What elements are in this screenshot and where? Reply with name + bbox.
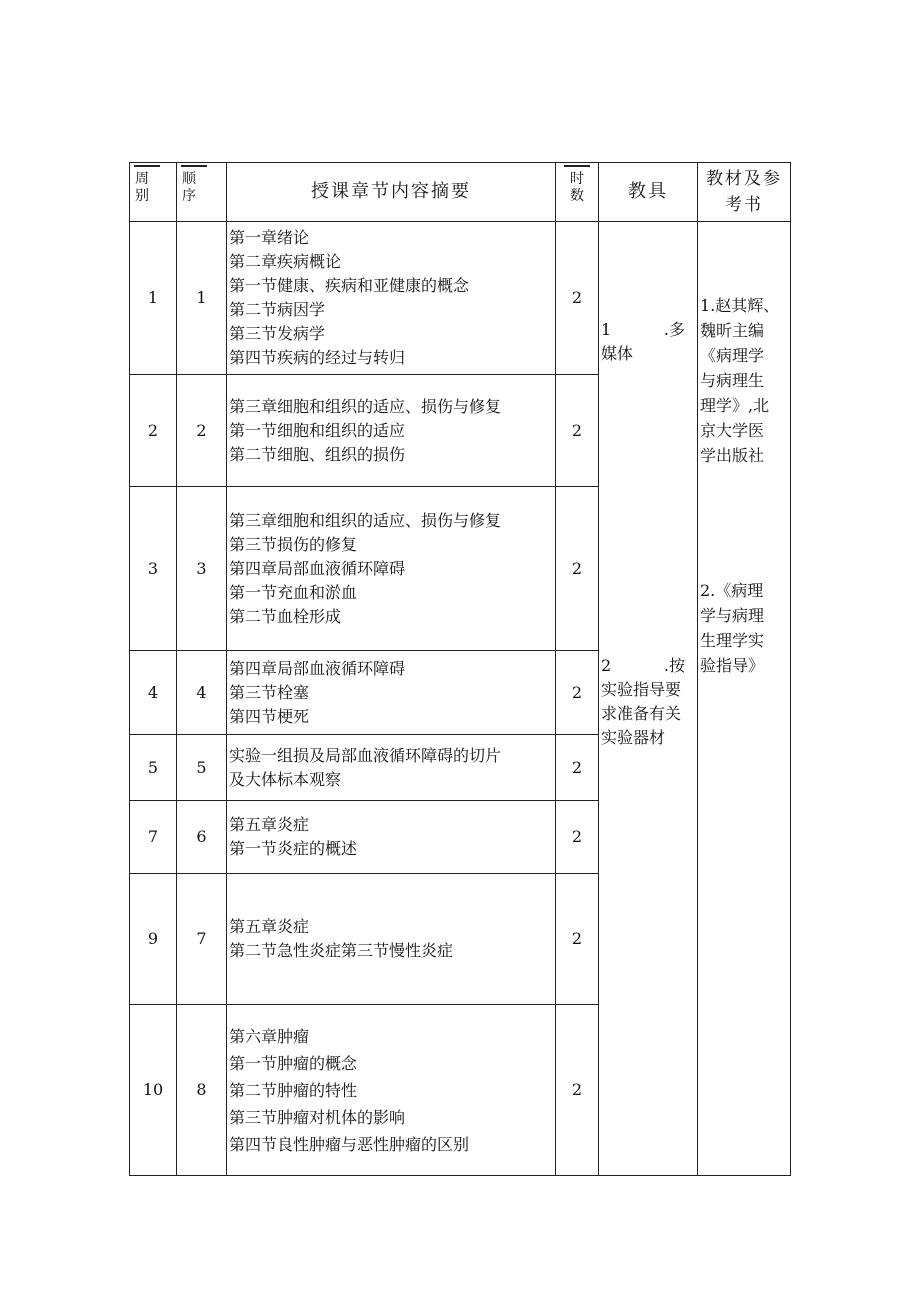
header-order-label: 顺序 (182, 171, 196, 204)
header-books (698, 163, 790, 221)
row-8-hours-value: 2 (571, 1080, 583, 1099)
row-6-week-value: 7 (147, 827, 159, 846)
books-item-1-line: 理学》,北 (700, 396, 770, 415)
row-2-order (177, 375, 226, 486)
header-order-dash (181, 165, 207, 167)
row-2-order-value: 2 (196, 420, 207, 440)
row-4-line: 第四节梗死 (229, 706, 310, 726)
row-3-week (130, 487, 176, 650)
row-7-hours (556, 874, 598, 1004)
row-3-hours-value: 2 (571, 558, 583, 578)
row-7-week-value: 9 (147, 929, 159, 948)
header-hours-dash (564, 165, 590, 167)
row-2-line: 第三章细胞和组织的适应、损伤与修复 (229, 396, 502, 416)
row-2-line: 第二节细胞、组织的损伤 (229, 444, 406, 464)
books-item-2-line: 2.《病理 (700, 581, 764, 600)
header-hours-label: 时数 (570, 171, 584, 204)
row-4-content (229, 651, 555, 734)
row-3-hours (556, 487, 598, 650)
row-6-order (177, 801, 226, 873)
header-books-label: 教材及参考书 (706, 169, 782, 215)
header-content (227, 163, 555, 221)
table-border-right (790, 162, 791, 1176)
row-5-hours-value: 2 (571, 757, 583, 777)
row-1-line: 第一章绪论 (229, 228, 310, 247)
row-4-week-value: 4 (147, 682, 159, 702)
header-week-label: 周别 (135, 171, 149, 204)
row-1-order (177, 222, 226, 374)
col-divider-4 (598, 162, 599, 1176)
tools-item-1-first-line (601, 318, 697, 342)
row-3-line: 第四章局部血液循环障碍 (229, 558, 406, 578)
row-1-line: 第一节健康、疾病和亚健康的概念 (229, 276, 470, 295)
row-5-order-value: 5 (196, 757, 207, 777)
row-7-week (130, 874, 176, 1004)
row-8-line: 第四节良性肿瘤与恶性肿瘤的区别 (229, 1134, 470, 1154)
row-1-line: 第三节发病学 (229, 324, 326, 343)
row-4-line: 第四章局部血液循环障碍 (229, 658, 406, 678)
row-8-line: 第二节肿瘤的特性 (229, 1080, 358, 1100)
row-1-week (130, 222, 176, 374)
header-tools (599, 163, 697, 221)
row-3-content (229, 487, 555, 650)
row-6-line: 第五章炎症 (229, 815, 310, 834)
header-order (177, 165, 226, 221)
row-1-hours (556, 222, 598, 374)
row-1-line: 第二节病因学 (229, 300, 326, 319)
row-5-week-value: 5 (147, 757, 159, 777)
row-3-line: 第二节血栓形成 (229, 606, 342, 626)
row-6-order-value: 6 (196, 827, 207, 846)
header-content-label: 授课章节内容摘要 (311, 181, 471, 202)
row-5-hours (556, 735, 598, 800)
table-border-bottom (129, 1175, 791, 1176)
row-7-line: 第二节急性炎症第三节慢性炎症 (229, 941, 454, 960)
col-divider-2 (226, 162, 227, 1176)
row-6-hours (556, 801, 598, 873)
row-5-order (177, 735, 226, 800)
tools-item-1-number: 1 (601, 320, 612, 339)
row-1-hours-value: 2 (571, 288, 583, 307)
tools-item-1 (601, 318, 697, 366)
row-3-line: 第一节充血和淤血 (229, 582, 358, 602)
books-item-2 (700, 578, 790, 678)
row-3-line: 第三章细胞和组织的适应、损伤与修复 (229, 510, 502, 530)
row-8-week (130, 1005, 176, 1175)
row-8-hours (556, 1005, 598, 1175)
row-2-hours-value: 2 (571, 420, 583, 440)
row-8-order (177, 1005, 226, 1175)
row-8-line: 第六章肿瘤 (229, 1026, 310, 1046)
row-5-week (130, 735, 176, 800)
row-6-week (130, 801, 176, 873)
tools-item-2-line: 实验器材 (601, 728, 666, 747)
row-3-week-value: 3 (147, 558, 159, 578)
row-8-line: 第三节肿瘤对机体的影响 (229, 1107, 406, 1127)
row-4-hours-value: 2 (571, 682, 583, 702)
books-item-1 (700, 293, 790, 468)
row-2-week-value: 2 (147, 420, 159, 440)
row-2-week (130, 375, 176, 486)
row-7-order (177, 874, 226, 1004)
row-1-line: 第四节疾病的经过与转归 (229, 348, 406, 367)
header-week (130, 165, 176, 221)
row-7-line: 第五章炎症 (229, 917, 310, 936)
row-1-content (229, 222, 555, 374)
header-tools-label: 教具 (628, 181, 668, 202)
books-item-1-line: 京大学医 (700, 421, 765, 440)
tools-item-1-second-line: 媒体 (601, 344, 634, 363)
books-item-1-line: 魏昕主编 (700, 321, 765, 340)
row-7-content (229, 874, 555, 1004)
books-item-1-line: 1.赵其辉、 (700, 296, 780, 315)
row-3-order-value: 3 (196, 558, 207, 578)
row-8-content (229, 1005, 555, 1175)
books-item-1-line: 与病理生 (700, 371, 765, 390)
row-1-line: 第二章疾病概论 (229, 252, 342, 271)
row-8-order-value: 8 (196, 1080, 207, 1099)
row-4-order (177, 651, 226, 734)
row-7-order-value: 7 (196, 929, 207, 948)
row-2-content (229, 375, 555, 486)
row-5-line: 及大体标本观察 (229, 769, 342, 789)
books-item-1-line: 学出版社 (700, 446, 765, 465)
row-4-order-value: 4 (196, 682, 207, 702)
header-week-dash (134, 165, 160, 167)
row-1-week-value: 1 (147, 288, 159, 307)
tools-item-1-text: .多 (663, 320, 685, 339)
row-6-hours-value: 2 (571, 827, 583, 846)
row-5-line: 实验一组损及局部血液循环障碍的切片 (229, 745, 502, 765)
row-5-content (229, 735, 555, 800)
tools-item-2-line: 求准备有关 (601, 704, 682, 723)
row-6-content (229, 801, 555, 873)
books-item-2-line: 验指导》 (700, 656, 765, 675)
row-2-line: 第一节细胞和组织的适应 (229, 420, 406, 440)
books-item-1-line: 《病理学 (700, 346, 765, 365)
tools-item-2-line: 实验指导要 (601, 680, 682, 699)
tools-item-2-number: 2 (601, 656, 612, 675)
row-8-line: 第一节肿瘤的概念 (229, 1053, 358, 1073)
row-1-order-value: 1 (196, 288, 207, 307)
col-divider-5 (697, 162, 698, 1176)
row-2-hours (556, 375, 598, 486)
row-3-line: 第三节损伤的修复 (229, 534, 358, 554)
row-8-week-value: 10 (142, 1080, 164, 1099)
row-4-hours (556, 651, 598, 734)
row-4-line: 第三节栓塞 (229, 682, 310, 702)
books-item-2-line: 生理学实 (700, 631, 765, 650)
row-7-hours-value: 2 (571, 929, 583, 948)
row-4-week (130, 651, 176, 734)
header-hours (556, 165, 598, 221)
row-3-order (177, 487, 226, 650)
row-6-line: 第一节炎症的概述 (229, 839, 358, 858)
tools-item-2 (601, 654, 697, 750)
tools-item-2-first-line (601, 654, 697, 678)
tools-item-2-text: .按 (663, 656, 685, 675)
books-item-2-line: 学与病理 (700, 606, 765, 625)
